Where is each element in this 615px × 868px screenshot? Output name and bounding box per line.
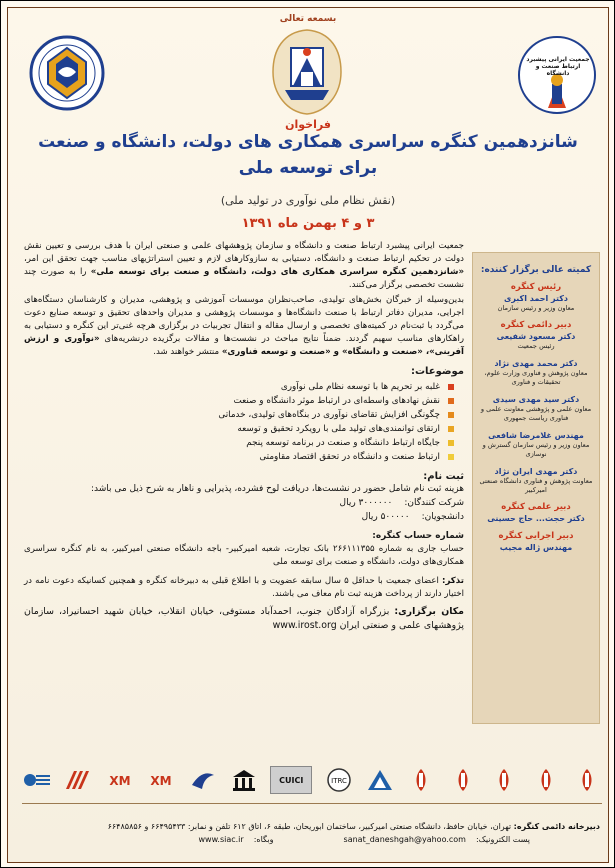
fee-row-companies — [24, 496, 464, 510]
list-item — [24, 380, 454, 394]
fee-label: شرکت کنندگان: — [404, 498, 464, 508]
bird-logo-icon — [188, 767, 218, 793]
topic-text: ارتقای توانمندی‌های تولید ملی با رویکرد تحقیق و توسعه — [237, 424, 440, 434]
itrc-logo-icon — [324, 767, 354, 793]
square-bullet-icon — [448, 412, 454, 418]
list-item — [24, 450, 454, 464]
secretariat-label: دبیرخانه دائمی کنگره: — [513, 822, 600, 831]
triangle-logo-icon — [365, 767, 395, 793]
secretariat-line — [24, 820, 600, 833]
note-paragraph — [24, 575, 464, 601]
xm-logo-icon — [105, 767, 135, 793]
emblem-logo-icon — [406, 767, 436, 793]
topic-text: غلبه بر تحریم ها با توسعه نظام ملی نوآوری — [280, 382, 440, 392]
journal-names: «نوآوری و ارزش آفرینی»، «صنعت و دانشگاه» و «صنعت و توسعه فناوری» — [24, 334, 464, 357]
footer — [24, 820, 600, 846]
committee-member — [477, 502, 595, 524]
member-role: رئیس کنگره — [510, 282, 562, 292]
topics-heading: موضوعات: — [410, 366, 464, 377]
call-label: فراخوان — [285, 118, 331, 131]
svg-text:XM: XM — [150, 774, 172, 788]
committee-member — [477, 430, 595, 459]
intro-text: منتشر خواهند شد. — [153, 347, 222, 357]
member-name: مهندس غلامرضا شافعی — [488, 431, 584, 440]
intro-paragraph-1 — [24, 240, 464, 292]
intro-paragraph-2 — [24, 294, 464, 359]
stripes-logo-icon — [63, 767, 93, 793]
sponsor-logos — [22, 764, 602, 796]
poster-frame — [7, 7, 609, 863]
note-heading: تذکر: — [442, 576, 464, 586]
committee-member — [477, 531, 595, 553]
committee-member — [477, 394, 595, 423]
emblem-logo-icon — [572, 767, 602, 793]
svg-text:XM: XM — [109, 774, 131, 788]
building-logo-icon — [229, 767, 259, 793]
fee-amount: ۳۰۰۰۰۰۰ ریال — [339, 498, 393, 508]
svg-text:ITRC: ITRC — [330, 777, 347, 785]
venue-paragraph — [24, 605, 464, 633]
committee-member — [477, 358, 595, 387]
intro-text: جمعیت ایرانی پیشبرد ارتباط صنعت و دانشگاه و سازمان پژوهشهای علمی و صنعتی ایران با هدف بررسی و تعیین نقش دولت در تحکیم ارتباط صنعت و دانشگاه، دستیابی به سازوکارهای لازم و تعیین استراتژیهای مناسب جهت تحقق این امر، — [24, 241, 464, 264]
congress-emblem-icon — [271, 28, 343, 116]
cuici-logo: CUICI — [270, 766, 312, 794]
committee-sidebar — [472, 252, 600, 724]
account-heading: شماره حساب کنگره: — [372, 531, 464, 541]
square-bullet-icon — [448, 440, 454, 446]
list-item — [24, 394, 454, 408]
member-name: دکتر سید مهدی سیدی — [492, 395, 580, 404]
contact-line — [24, 833, 600, 846]
intro-text: را به صورت چند نشست تخصصی برگزار می‌کنند. — [24, 267, 464, 290]
list-item — [24, 408, 454, 422]
committee-title: کمیته عالی برگزار کننده: — [480, 265, 592, 275]
emblem-logo-icon — [531, 767, 561, 793]
square-bullet-icon — [448, 454, 454, 460]
committee-member — [477, 466, 595, 495]
fee-row-students — [24, 510, 464, 524]
member-role: دبیر علمی کنگره — [501, 502, 571, 512]
member-name: دکتر حجت‌... حاج حسینی — [487, 514, 585, 523]
topics-list — [24, 380, 464, 464]
topic-text: نقش نهادهای واسطه‌ای در ارتباط موثر دانشگاه و صنعت — [233, 396, 440, 406]
square-bullet-icon — [448, 398, 454, 404]
member-role: دبیر دائمی کنگره — [500, 320, 572, 330]
venue-heading: مکان برگزاری: — [394, 606, 464, 617]
square-bullet-icon — [448, 384, 454, 390]
square-bullet-icon — [448, 426, 454, 432]
email-link[interactable]: sanat_daneshgah@yahoo.com — [343, 835, 466, 844]
main-content — [24, 240, 464, 635]
irost-logo-icon — [28, 34, 106, 112]
member-desc: معاونت پژوهش و فناوری دانشگاه صنعتی امیرکبیر — [479, 477, 593, 494]
footer-divider — [22, 803, 602, 804]
committee-member — [477, 320, 595, 351]
topic-text: جایگاه ارتباط دانشگاه و صنعت در برنامه توسعه پنجم — [246, 438, 440, 448]
registration-text: هزینه ثبت نام شامل حضور در نشست‌ها، دریافت لوح فشرده، پذیرایی و ناهار به شرح ذیل می باشد: — [90, 484, 464, 494]
association-logo-text: جمعیت ایرانی پیشبرد ارتباط صنعت و دانشگاه — [526, 56, 590, 77]
member-name: مهندس ژاله مجیب — [499, 543, 573, 552]
event-date: ۳ و ۴ بهمن ماه ۱۳۹۱ — [241, 216, 375, 231]
member-desc: معاون وزیر و رئیس سازمان گسترش و نوسازی — [482, 441, 590, 458]
secretariat-address: تهران، خیابان حافظ، دانشگاه صنعتی امیرکبیر، ساختمان ابوریحان، طبقه ۶، اتاق ۶۱۲ تلفن و نمابر: ۶۶۴۹۵۴۳۳ و ۶۶۴۸۵۸۵۶ — [107, 822, 514, 831]
registration-heading: ثبت نام: — [423, 471, 464, 482]
web-label: وبگاه: — [253, 835, 274, 844]
emblem-logo-icon — [489, 767, 519, 793]
emblem-logo-icon — [448, 767, 478, 793]
member-name: دکتر مهدی ایران نژاد — [494, 467, 578, 476]
committee-member — [477, 282, 595, 313]
member-name: دکتر احمد اکبری — [503, 294, 569, 303]
member-desc: رئیس جمعیت — [517, 342, 555, 350]
member-desc: معاون پژوهش و فناوری وزارت علوم، تحقیقات و فناوری — [484, 369, 588, 386]
email-label: پست الکترونیک: — [475, 835, 530, 844]
list-item — [24, 436, 454, 450]
account-text: حساب جاری به شماره ۲۶۶۱۱۱۳۵۵ بانک تجارت، شعبه امیرکبیر- باجه دانشگاه صنعتی امیرکبیر، به نام کنگره سراسری همکاری‌های دولت، دانشگاه و صنعت برای توسعه ملی — [24, 544, 464, 567]
venue-text: بزرگراه آزادگان جنوب، احمدآباد مستوفی، خیابان انقلاب، خیابان شهید احسانیراد، سازمان پژوهشهای علمی و صنعتی ایران www.irost.org — [24, 606, 464, 631]
xm-logo-icon — [146, 767, 176, 793]
member-name: دکتر مسعود شفیعی — [496, 332, 576, 341]
note-text: اعضای جمعیت با حداقل ۵ سال سابقه عضویت و با اطلاع قبلی به دبیرخانه کنگره و همچنین کسانیکه دعوت نامه در اختیار دارند از پرداخت هزینه ثبت نام معاف می باشند. — [24, 576, 464, 599]
topic-text: چگونگی افزایش تقاضای نوآوری در بنگاه‌های تولیدی، خدماتی — [218, 410, 440, 420]
basmala: بسمعه تعالی — [279, 14, 337, 24]
fee-label: دانشجویان: — [421, 512, 464, 522]
topic-text: ارتباط صنعت و دانشگاه در تحقق اقتصاد مقاومتی — [259, 452, 440, 462]
member-role: دبیر اجرایی کنگره — [498, 531, 574, 541]
member-name: دکتر محمد مهدی نژاد — [494, 359, 578, 368]
poster-title: شانزدهمین کنگره سراسری همکاری های دولت، دانشگاه و صنعت — [38, 132, 578, 152]
wave-logo-icon — [22, 767, 52, 793]
list-item — [24, 422, 454, 436]
poster-title-line2: برای توسعه ملی — [238, 158, 378, 178]
intro-text: بدین‌وسیله از خبرگان بخش‌های تولیدی، صاحب‌نظران موسسات آموزشی و پژوهشی، مدیران و کارشناسان دستگاه‌های اجرایی، مدیران دفاتر ارتباط با صنعت دانشگاه‌ها و موسسات پژوهشی و مدیران واحدهای تحقیق و توسعه صنایع دعوت می‌گردد با ثبت‌نام در کمیته‌های تخصصی و ارسال مقاله و انتقال تجربیات در برگزاری هرچه غنی‌تر این کنگره و دستیابی به راهکارهای مناسب سهیم گردند. ضمناً نتایج مباحث در نشست‌ها و مقالات برگزیده درنشریه‌های — [24, 295, 464, 344]
web-link[interactable]: www.siac.ir — [198, 835, 244, 844]
poster-subtitle: (نقش نظام ملی نوآوری در تولید ملی) — [220, 194, 396, 207]
member-desc: معاون وزیر و رئیس سازمان — [497, 304, 575, 312]
member-desc: معاون علمی و پژوهشی معاونت علمی و فناوری ریاست جمهوری — [480, 405, 592, 422]
fee-amount: ۵۰۰۰۰۰ ریال — [361, 512, 410, 522]
congress-name: «شانزدهمین کنگره سراسری همکاری های دولت، دانشگاه و صنعت برای توسعه ملی» — [90, 267, 465, 277]
